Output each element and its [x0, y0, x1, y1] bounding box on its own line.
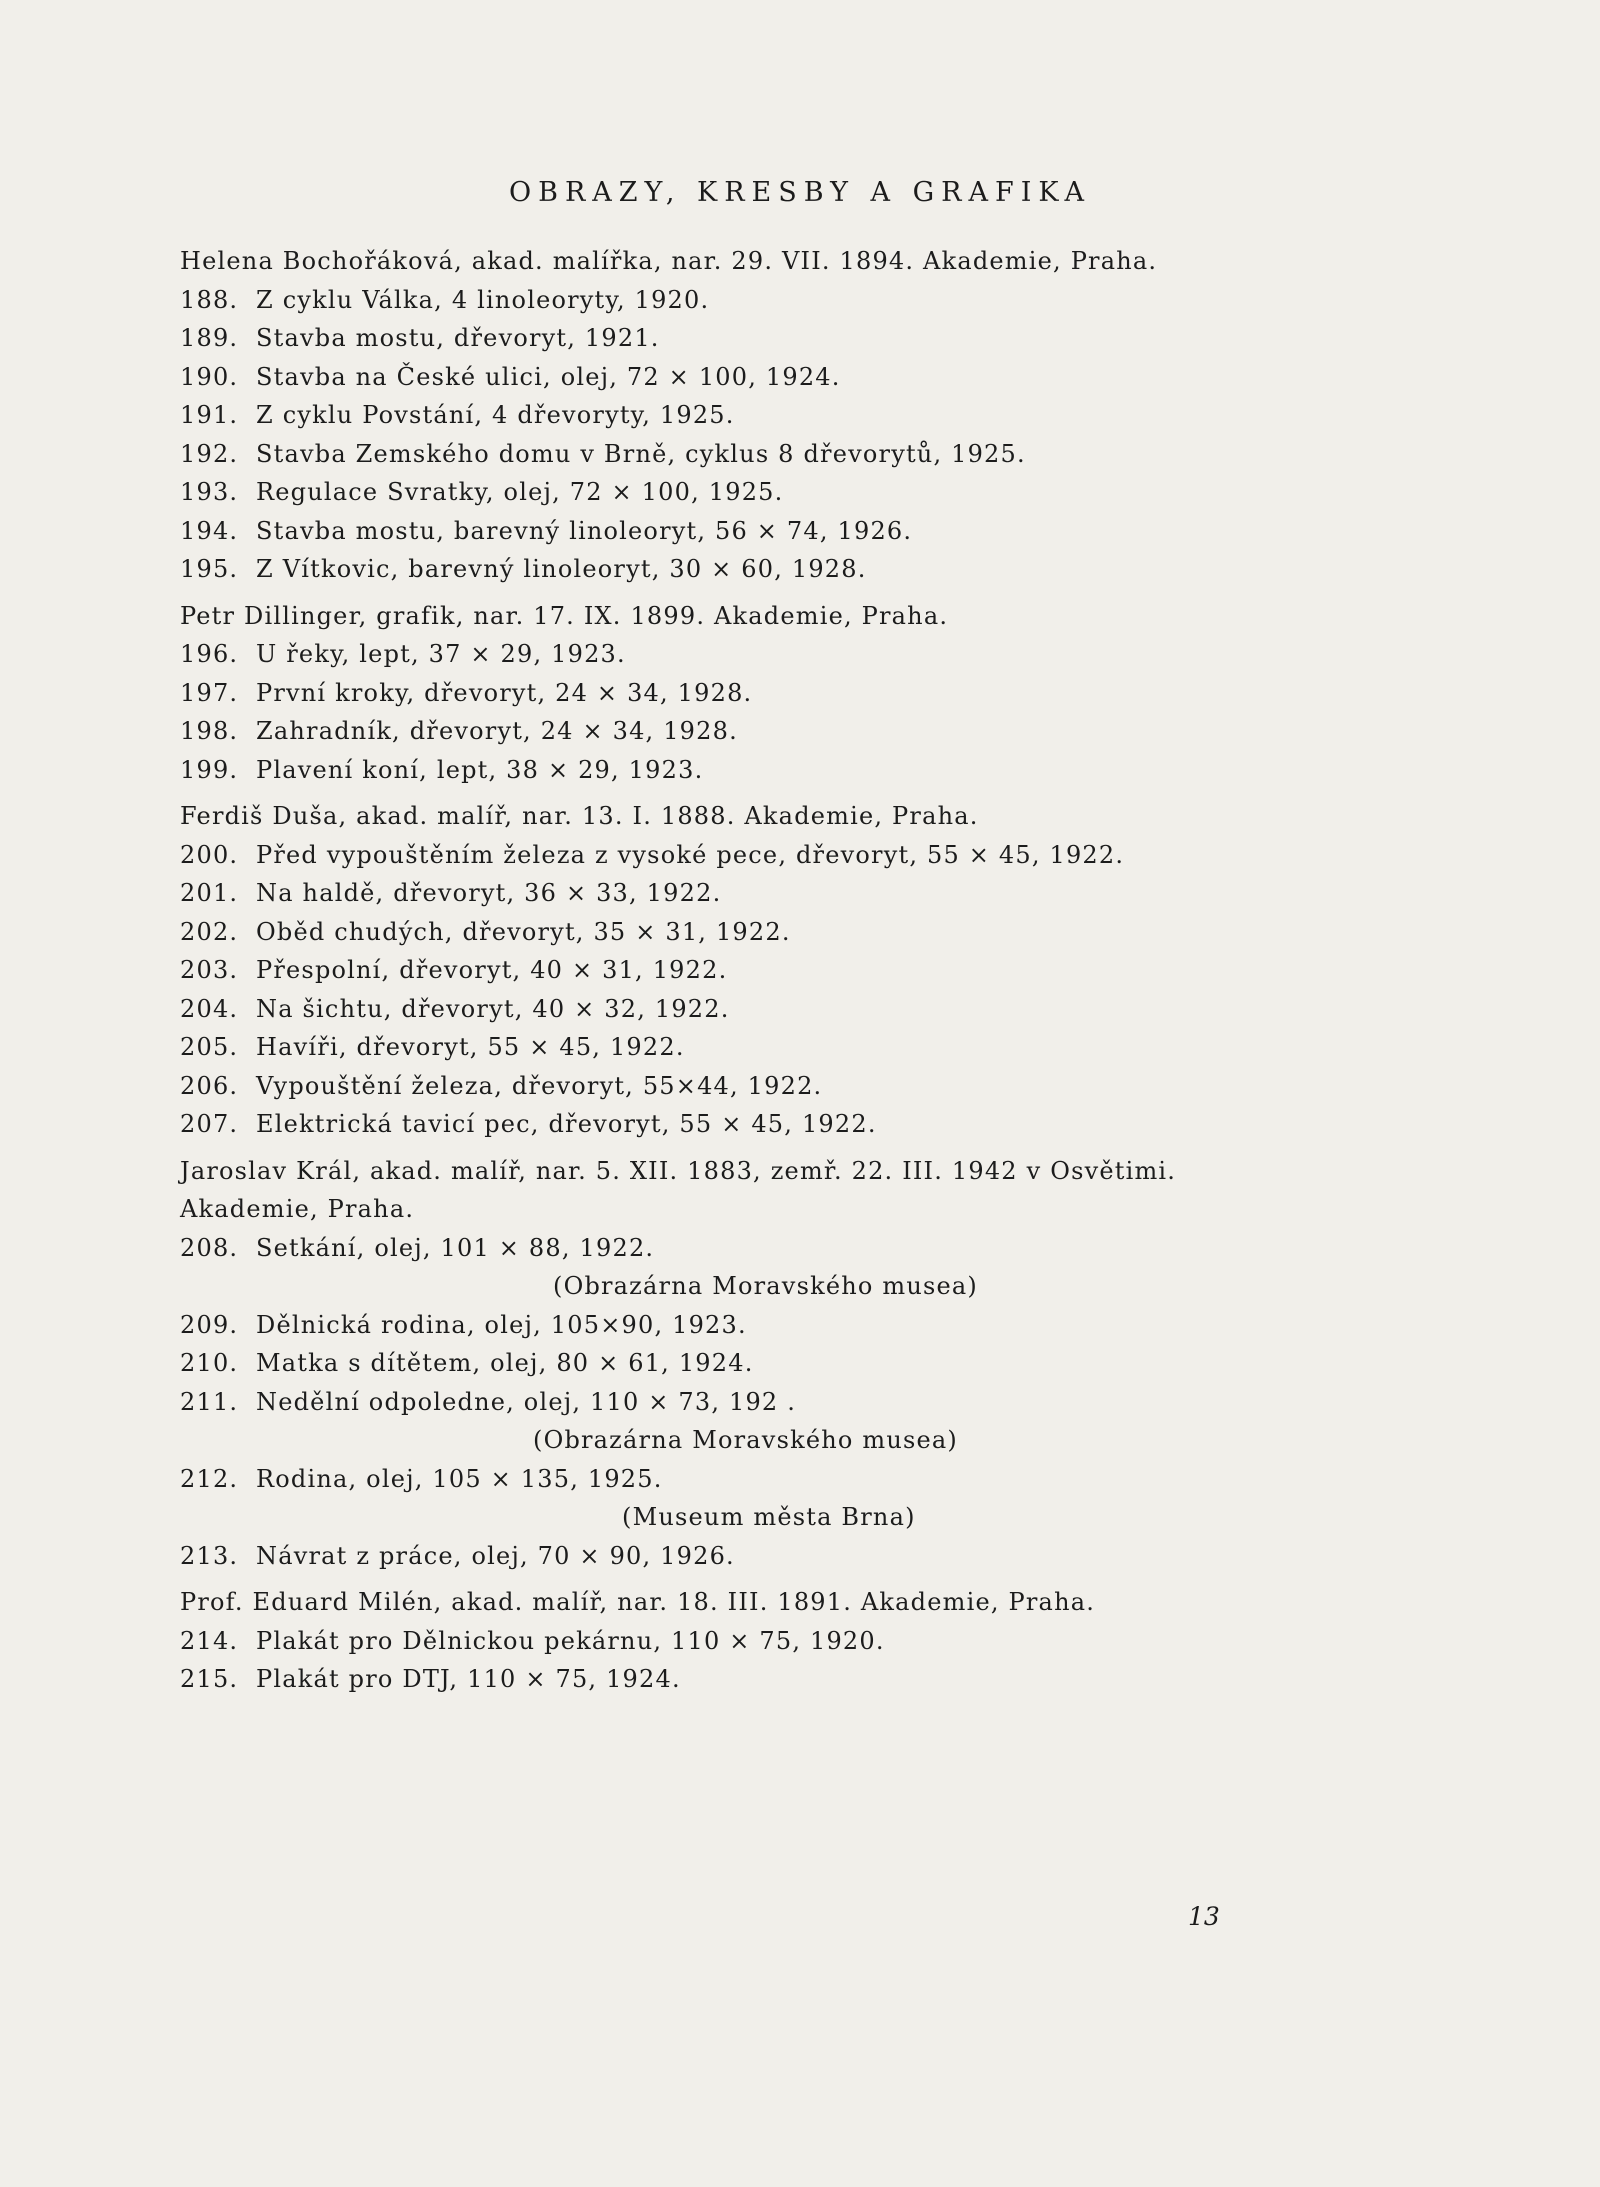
- catalog-entry: [180, 319, 1420, 358]
- entry-text: Oběd chudých, dřevoryt, 35 × 31, 1922.: [256, 917, 791, 946]
- entry-number: 200.: [180, 840, 239, 869]
- entry-number: 191.: [180, 401, 239, 429]
- entry-text: Plavení koní, lept, 38 × 29, 1923.: [256, 755, 704, 784]
- catalog-entry: [180, 1229, 1420, 1268]
- entry-number: 199.: [180, 755, 239, 784]
- entry-number: 188.: [180, 285, 239, 314]
- entry-text: Regulace Svratky, olej, 72 × 100, 1925.: [256, 478, 784, 506]
- entry-number: 196.: [180, 640, 239, 668]
- entry-number: 212.: [180, 1464, 239, 1493]
- catalog-entry: [180, 358, 1420, 397]
- entry-text: Setkání, olej, 101 × 88, 1922.: [256, 1233, 655, 1262]
- page-title: OBRAZY, KRESBY A GRAFIKA: [508, 177, 1091, 208]
- entry-number: 195.: [180, 555, 239, 583]
- entry-text: Na šichtu, dřevoryt, 40 × 32, 1922.: [256, 994, 730, 1023]
- entry-collection-note: (Museum města Brna): [622, 1503, 916, 1531]
- catalog-entry: [180, 951, 1420, 990]
- entry-text: Dělnická rodina, olej, 105×90, 1923.: [256, 1310, 747, 1339]
- entry-number: 215.: [180, 1665, 239, 1693]
- entry-number: 207.: [180, 1110, 239, 1138]
- entry-number: 198.: [180, 717, 239, 745]
- artist-heading: Jaroslav Král, akad. malíř, nar. 5. XII. 1883, zemř. 22. III. 1942 v Osvětimi.: [180, 1156, 1177, 1185]
- entry-text: Před vypouštěním železa z vysoké pece, dřevoryt, 55 × 45, 1922.: [256, 840, 1125, 869]
- catalog-entry: [180, 1306, 1420, 1345]
- entry-number: 209.: [180, 1310, 239, 1339]
- entry-text: Havíři, dřevoryt, 55 × 45, 1922.: [256, 1033, 685, 1061]
- entry-text: Rodina, olej, 105 × 135, 1925.: [256, 1464, 663, 1493]
- catalog-entry: [180, 473, 1420, 512]
- catalog-entry: [180, 836, 1420, 875]
- group-gap: [180, 1575, 1420, 1581]
- catalog-entry: [180, 1028, 1420, 1067]
- entry-number: 206.: [180, 1071, 239, 1100]
- entry-text: Z cyklu Povstání, 4 dřevoryty, 1925.: [256, 401, 735, 429]
- artist-heading: Helena Bochořáková, akad. malířka, nar. 29. VII. 1894. Akademie, Praha.: [180, 247, 1158, 275]
- entry-number: 193.: [180, 478, 239, 506]
- entry-collection-note: (Obrazárna Moravského musea): [533, 1426, 958, 1454]
- catalog-list: [180, 240, 1420, 1699]
- catalog-entry: [180, 550, 1420, 589]
- entry-number: 197.: [180, 678, 239, 707]
- catalog-entry: [180, 1344, 1420, 1383]
- artist-heading: Prof. Eduard Milén, akad. malíř, nar. 18. III. 1891. Akademie, Praha.: [180, 1588, 1096, 1616]
- entry-number: 205.: [180, 1033, 239, 1061]
- catalog-entry: [180, 281, 1420, 320]
- group-gap: [180, 589, 1420, 595]
- entry-number: 192.: [180, 439, 239, 468]
- group-gap: [180, 1144, 1420, 1150]
- artist-heading: Petr Dillinger, grafik, nar. 17. IX. 1899. Akademie, Praha.: [180, 601, 949, 630]
- entry-number: 194.: [180, 516, 239, 545]
- entry-text: Plakát pro DTJ, 110 × 75, 1924.: [256, 1665, 681, 1693]
- entry-text: Nedělní odpoledne, olej, 110 × 73, 192 .: [256, 1387, 797, 1416]
- entry-text: Stavba na České ulici, olej, 72 × 100, 1924.: [256, 362, 841, 391]
- catalog-entry: [180, 1383, 1420, 1422]
- entry-text: Z Vítkovic, barevný linoleoryt, 30 × 60, 1928.: [256, 555, 867, 583]
- entry-text: Na haldě, dřevoryt, 36 × 33, 1922.: [256, 879, 722, 907]
- catalog-entry: [180, 635, 1420, 674]
- entry-number: 204.: [180, 994, 239, 1023]
- entry-collection-note: (Obrazárna Moravského musea): [553, 1272, 978, 1300]
- catalog-entry: [180, 874, 1420, 913]
- entry-text: Stavba mostu, barevný linoleoryt, 56 × 74, 1926.: [256, 516, 913, 545]
- entry-number: 210.: [180, 1349, 239, 1377]
- page-number: 13: [1188, 1902, 1220, 1931]
- catalog-entry: [180, 1067, 1420, 1106]
- catalog-entry: [180, 1105, 1420, 1144]
- catalog-entry: [180, 396, 1420, 435]
- entry-text: Stavba Zemského domu v Brně, cyklus 8 dřevorytů, 1925.: [256, 439, 1026, 468]
- entry-text: Elektrická tavicí pec, dřevoryt, 55 × 45, 1922.: [256, 1110, 877, 1138]
- entry-number: 203.: [180, 956, 239, 984]
- entry-text: Z cyklu Válka, 4 linoleoryty, 1920.: [256, 285, 710, 314]
- catalog-entry: [180, 1660, 1420, 1699]
- catalog-entry: [180, 512, 1420, 551]
- entry-text: Vypouštění železa, dřevoryt, 55×44, 1922.: [256, 1071, 823, 1100]
- artist-heading-continued: Akademie, Praha.: [180, 1195, 415, 1223]
- catalog-entry: [180, 1460, 1420, 1499]
- catalog-entry: [180, 990, 1420, 1029]
- entry-text: Plakát pro Dělnickou pekárnu, 110 × 75, 1920.: [256, 1626, 885, 1655]
- entry-number: 201.: [180, 879, 239, 907]
- catalog-entry: [180, 435, 1420, 474]
- artist-heading: Ferdiš Duša, akad. malíř, nar. 13. I. 1888. Akademie, Praha.: [180, 802, 979, 830]
- catalog-entry: [180, 1537, 1420, 1576]
- entry-text: Návrat z práce, olej, 70 × 90, 1926.: [256, 1541, 735, 1570]
- group-gap: [180, 789, 1420, 795]
- entry-number: 202.: [180, 917, 239, 946]
- entry-text: Přespolní, dřevoryt, 40 × 31, 1922.: [256, 956, 728, 984]
- entry-text: První kroky, dřevoryt, 24 × 34, 1928.: [256, 678, 753, 707]
- entry-number: 211.: [180, 1387, 239, 1416]
- entry-text: U řeky, lept, 37 × 29, 1923.: [256, 640, 626, 668]
- entry-number: 190.: [180, 362, 239, 391]
- entry-text: Matka s dítětem, olej, 80 × 61, 1924.: [256, 1349, 754, 1377]
- entry-text: Zahradník, dřevoryt, 24 × 34, 1928.: [256, 717, 738, 745]
- catalog-entry: [180, 712, 1420, 751]
- catalog-entry: [180, 913, 1420, 952]
- entry-number: 208.: [180, 1233, 239, 1262]
- catalog-entry: [180, 674, 1420, 713]
- catalog-entry: [180, 1622, 1420, 1661]
- catalog-entry: [180, 751, 1420, 790]
- entry-number: 189.: [180, 324, 239, 352]
- entry-number: 214.: [180, 1626, 239, 1655]
- entry-number: 213.: [180, 1541, 239, 1570]
- entry-text: Stavba mostu, dřevoryt, 1921.: [256, 324, 660, 352]
